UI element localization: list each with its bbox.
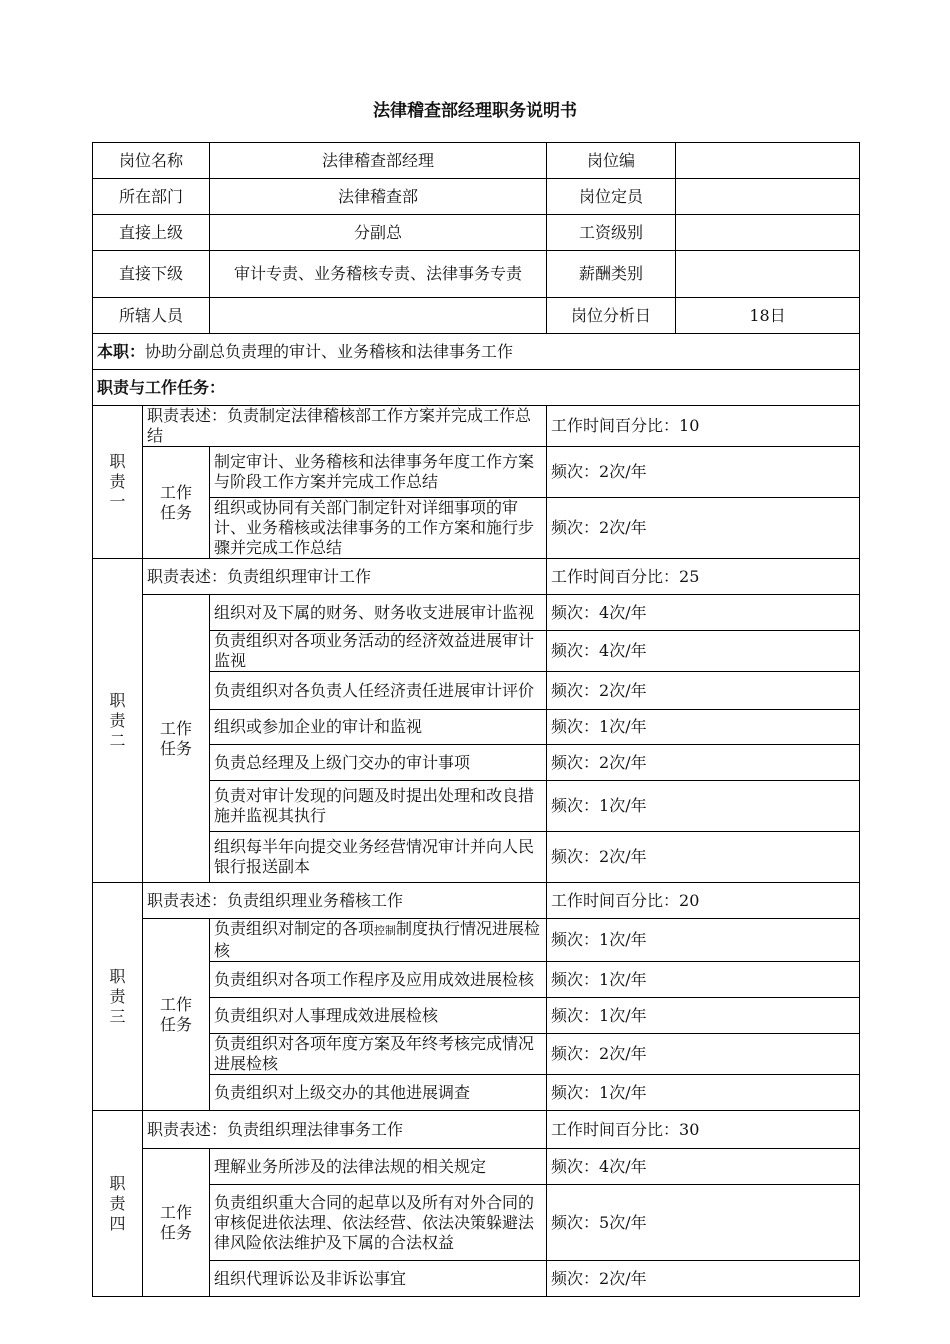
info-row-subordinate [93, 251, 860, 298]
duty-4-name-text: 职责四 [109, 1173, 126, 1233]
duty-4-task-row [93, 1149, 860, 1185]
duty-4-percent: 工作时间百分比：30 [547, 1111, 860, 1149]
duty-3-task-5-freq: 频次：1次/年 [547, 1075, 860, 1111]
duty-2-task-4: 组织或参加企业的审计和监视 [210, 710, 547, 745]
duty-2-task-1: 组织对及下属的财务、财务收支进展审计监视 [210, 595, 547, 631]
position-code-value [676, 143, 860, 179]
duty-2-percent: 工作时间百分比：25 [547, 559, 860, 595]
duty-4-statement: 职责表述：负责组织理法律事务工作 [143, 1111, 547, 1149]
duty-3-task-2-freq: 频次：1次/年 [547, 962, 860, 998]
duty-3-name [93, 883, 143, 1111]
pay-type-label: 薪酬类别 [547, 251, 676, 298]
duty-3-task-5: 负责组织对上级交办的其他进展调查 [210, 1075, 547, 1111]
core-label: 本职： [97, 341, 146, 361]
duty-3-statement-row [93, 883, 860, 919]
duty-2-statement-row [93, 559, 860, 595]
info-row-department [93, 179, 860, 215]
duty-1-task-1: 制定审计、业务稽核和法律事务年度工作方案与阶段工作方案并完成工作总结 [210, 447, 547, 498]
duty-3-task-4: 负责组织对各项年度方案及年终考核完成情况进展检核 [210, 1034, 547, 1075]
duty-4-task-label-text: 工作任务 [159, 1202, 192, 1242]
superior-label: 直接上级 [93, 215, 210, 251]
position-name-value: 法律稽查部经理 [210, 143, 547, 179]
position-code-label: 岗位编 [547, 143, 676, 179]
duty-2-task-row [93, 595, 860, 631]
duty-2-task-6-freq: 频次：1次/年 [547, 781, 860, 832]
duty-2-task-5-freq: 频次：2次/年 [547, 745, 860, 781]
headcount-label: 岗位定员 [547, 179, 676, 215]
duty-3-task-1-freq: 频次：1次/年 [547, 919, 860, 962]
duty-2-statement: 职责表述：负责组织理审计工作 [143, 559, 547, 595]
duty-2-task-7-freq: 频次：2次/年 [547, 832, 860, 883]
duty-2-task-4-freq: 频次：1次/年 [547, 710, 860, 745]
duty-3-statement: 职责表述：负责组织理业务稽核工作 [143, 883, 547, 919]
analysis-date-value: 18日 [676, 298, 860, 334]
info-row-position [93, 143, 860, 179]
duty-2-task-5: 负责总经理及上级门交办的审计事项 [210, 745, 547, 781]
salary-grade-value [676, 215, 860, 251]
duty-2-task-label-text: 工作任务 [159, 718, 192, 758]
duty-3-task-row [93, 919, 860, 962]
core-text: 协助分副总负责理的审计、业务稽核和法律事务工作 [145, 341, 514, 361]
duty-4-task-2-freq: 频次：5次/年 [547, 1185, 860, 1261]
duty-3-task-label [143, 919, 210, 1111]
duty-4-task-label [143, 1149, 210, 1297]
staff-value [210, 298, 547, 334]
duty-4-name [93, 1111, 143, 1297]
pay-type-value [676, 251, 860, 298]
duty-2-task-3: 负责组织对各负责人任经济责任进展审计评价 [210, 672, 547, 710]
duty-1-task-label [143, 447, 210, 559]
position-name-label: 岗位名称 [93, 143, 210, 179]
duty-3-task-1-part-c: 制度执行情况进展检核 [214, 919, 541, 960]
salary-grade-label: 工资级别 [547, 215, 676, 251]
department-value: 法律稽查部 [210, 179, 547, 215]
duty-4-statement-row [93, 1111, 860, 1149]
info-row-superior [93, 215, 860, 251]
info-row-staff [93, 298, 860, 334]
duty-3-task-1-part-a: 负责组织对制定的各项 [214, 919, 375, 938]
core-cell [93, 334, 860, 370]
duty-4-task-1-freq: 频次：4次/年 [547, 1149, 860, 1185]
duty-3-task-1-part-b: 控制 [374, 924, 397, 937]
duties-header-row [93, 370, 860, 406]
duty-1-task-label-text: 工作任务 [159, 482, 192, 522]
core-row [93, 334, 860, 370]
job-description-table [92, 142, 860, 1297]
duty-3-task-2: 负责组织对各项工作程序及应用成效进展检核 [210, 962, 547, 998]
duty-2-task-2: 负责组织对各项业务活动的经济效益进展审计监视 [210, 631, 547, 672]
duty-1-task-2: 组织或协同有关部门制定针对详细事项的审计、业务稽核或法律事务的工作方案和施行步骤并完成工作总结 [210, 498, 547, 559]
duty-2-task-6: 负责对审计发现的问题及时提出处理和改良措施并监视其执行 [210, 781, 547, 832]
subordinate-label: 直接下级 [93, 251, 210, 298]
duties-header: 职责与工作任务： [93, 370, 860, 406]
headcount-value [676, 179, 860, 215]
duty-2-name-text: 职责二 [109, 690, 126, 750]
duty-3-task-3-freq: 频次：1次/年 [547, 998, 860, 1034]
subordinate-value: 审计专责、业务稽核专责、法律事务专责 [210, 251, 547, 298]
analysis-date-label: 岗位分析日 [547, 298, 676, 334]
duty-3-task-3: 负责组织对人事理成效进展检核 [210, 998, 547, 1034]
duty-3-name-text: 职责三 [109, 966, 126, 1026]
duty-1-task-row [93, 447, 860, 498]
duty-2-task-1-freq: 频次：4次/年 [547, 595, 860, 631]
document-title: 法律稽查部经理职务说明书 [373, 101, 577, 121]
duty-3-task-label-text: 工作任务 [159, 994, 192, 1034]
duty-3-task-1 [210, 919, 547, 962]
duty-1-task-2-freq: 频次：2次/年 [547, 498, 860, 559]
duty-1-statement-row [93, 406, 860, 447]
duty-4-task-3-freq: 频次：2次/年 [547, 1261, 860, 1297]
duty-1-name-text: 职责一 [109, 452, 126, 511]
duty-4-task-3: 组织代理诉讼及非诉讼事宜 [210, 1261, 547, 1297]
duty-3-percent: 工作时间百分比：20 [547, 883, 860, 919]
duty-1-percent: 工作时间百分比：10 [547, 406, 860, 447]
superior-value: 分副总 [210, 215, 547, 251]
staff-label: 所辖人员 [93, 298, 210, 334]
duty-2-task-label [143, 595, 210, 883]
duty-3-task-4-freq: 频次：2次/年 [547, 1034, 860, 1075]
duty-2-task-3-freq: 频次：2次/年 [547, 672, 860, 710]
duty-1-statement: 职责表述：负责制定法律稽核部工作方案并完成工作总结 [143, 406, 547, 447]
department-label: 所在部门 [93, 179, 210, 215]
duty-2-name [93, 559, 143, 883]
duty-4-task-1: 理解业务所涉及的法律法规的相关规定 [210, 1149, 547, 1185]
duty-4-task-2: 负责组织重大合同的起草以及所有对外合同的审核促进依法理、依法经营、依法决策躲避法律风险依法维护及下属的合法权益 [210, 1185, 547, 1261]
duty-1-task-1-freq: 频次：2次/年 [547, 447, 860, 498]
duty-2-task-2-freq: 频次：4次/年 [547, 631, 860, 672]
duty-1-name [93, 406, 143, 559]
duty-2-task-7: 组织每半年向提交业务经营情况审计并向人民银行报送副本 [210, 832, 547, 883]
